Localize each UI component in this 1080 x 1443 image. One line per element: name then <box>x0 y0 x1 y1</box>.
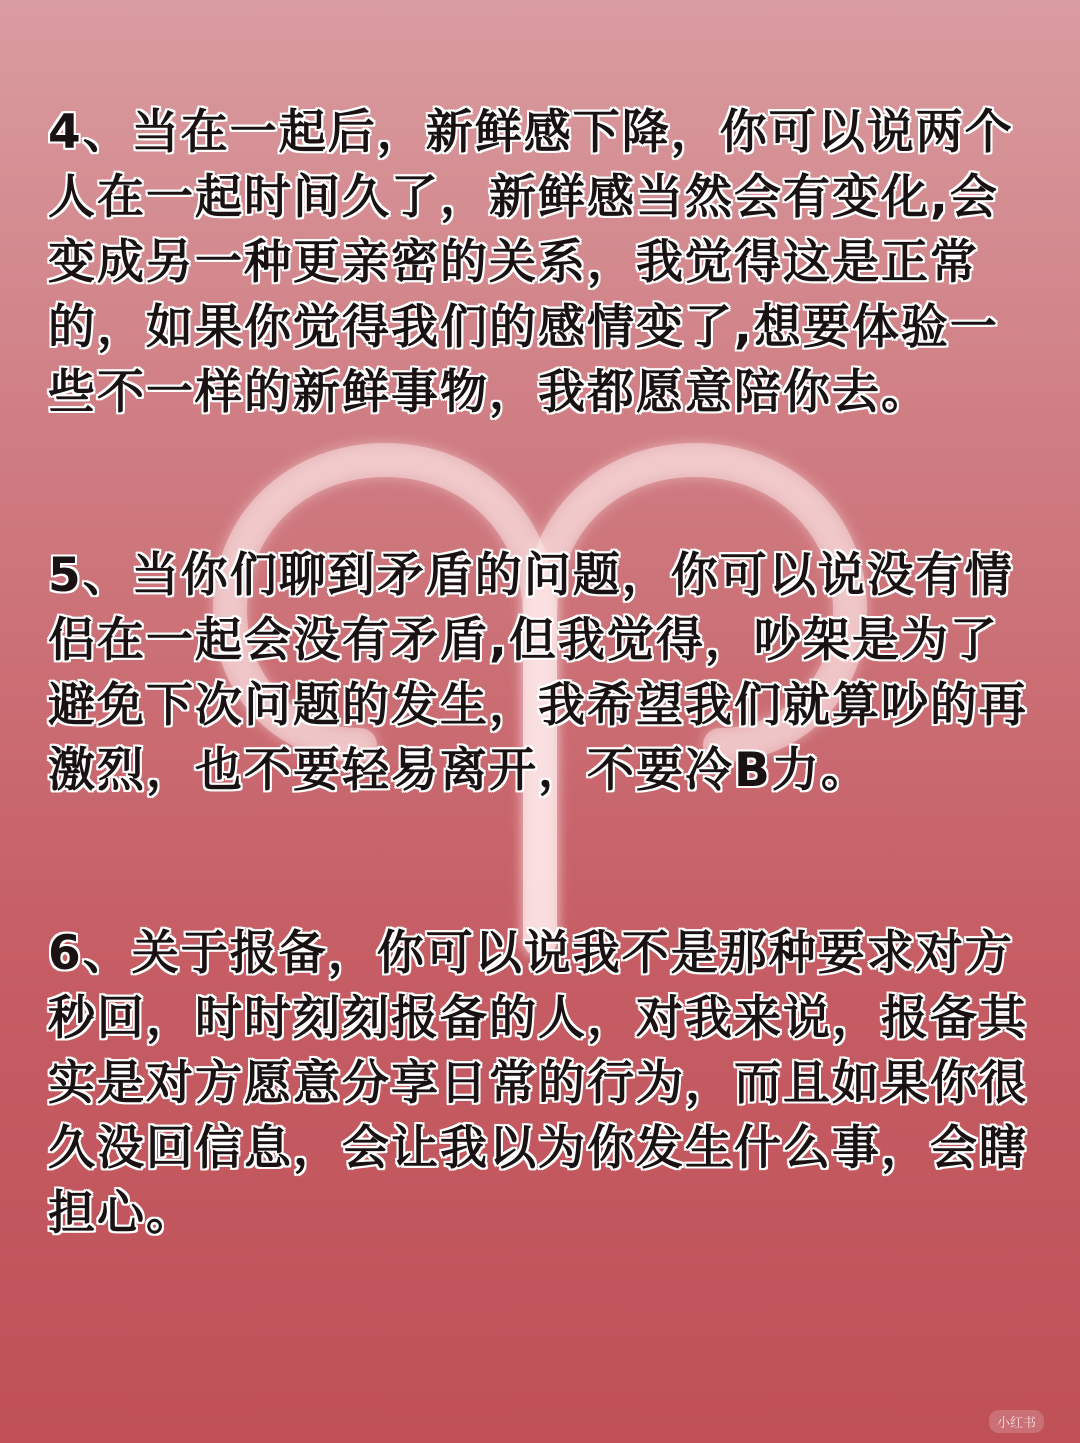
text-content <box>48 100 1038 1364</box>
watermark-logo: 小红书 <box>989 1410 1044 1433</box>
paragraph-5: 5、当你们聊到矛盾的问题，你可以说没有情侣在一起会没有矛盾,但我觉得，吵架是为了避免下次问题的发生，我希望我们就算吵的再激烈，也不要轻易离开，不要冷B力。 <box>48 548 1028 798</box>
paragraph-4: 4、当在一起后，新鲜感下降，你可以说两个人在一起时间久了，新鲜感当然会有变化,会变成另一种更亲密的关系，我觉得这是正常的，如果你觉得我们的感情变了,想要体验一些不一样的新鲜事物，我都愿意陪你去。 <box>48 105 1014 420</box>
paragraph-6: 6、关于报备，你可以说我不是那种要求对方秒回，时时刻刻报备的人，对我来说，报备其实是对方愿意分享日常的行为，而且如果你很久没回信息，会让我以为你发生什么事，会瞎担心。 <box>48 926 1028 1241</box>
